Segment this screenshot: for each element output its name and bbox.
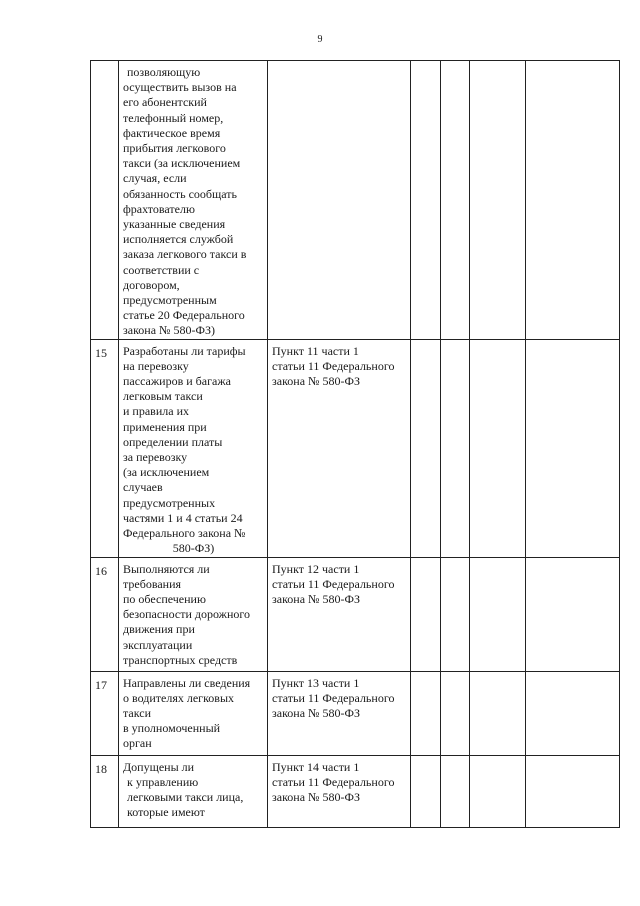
question-line: предусмотренных bbox=[123, 495, 216, 510]
question-cell bbox=[119, 61, 268, 340]
question-line: Направлены ли сведения bbox=[123, 675, 251, 690]
reference-line: Пункт 13 части 1 bbox=[272, 675, 360, 690]
question-line: 580-ФЗ) bbox=[172, 541, 215, 556]
empty-cell bbox=[441, 755, 470, 827]
question-cell bbox=[119, 755, 268, 827]
question-line: фрахтователю bbox=[123, 201, 195, 216]
reference-cell bbox=[268, 557, 411, 671]
question-line: такси bbox=[123, 705, 151, 720]
question-line: за перевозку bbox=[123, 450, 188, 465]
question-line: предусмотренным bbox=[123, 293, 217, 308]
row-number-cell: 18 bbox=[91, 755, 119, 827]
question-line: осуществить вызов на bbox=[123, 80, 237, 95]
question-line: транспортных средств bbox=[123, 652, 238, 667]
empty-cell bbox=[470, 61, 526, 340]
empty-cell bbox=[441, 557, 470, 671]
question-line: статье 20 Федерального bbox=[123, 308, 245, 323]
reference-line: закона № 580-ФЗ bbox=[272, 789, 360, 804]
question-line: договором, bbox=[123, 277, 180, 292]
table-row bbox=[91, 61, 620, 340]
question-line: которые имеют bbox=[127, 805, 205, 820]
reference-line: статьи 11 Федерального bbox=[272, 358, 395, 373]
question-line: легковым такси bbox=[123, 389, 203, 404]
question-line: указанные сведения bbox=[123, 217, 226, 232]
question-line: к управлению bbox=[127, 774, 199, 789]
row-number-cell: 16 bbox=[91, 557, 119, 671]
table-row bbox=[91, 339, 620, 557]
table-row bbox=[91, 557, 620, 671]
question-line: телефонный номер, bbox=[123, 110, 224, 125]
reference-line: статьи 11 Федерального bbox=[272, 774, 395, 789]
question-line: Выполняются ли bbox=[123, 561, 210, 576]
question-line: исполняется службой bbox=[123, 232, 234, 247]
reference-line: закона № 580-ФЗ bbox=[272, 705, 360, 720]
question-line: в уполномоченный bbox=[123, 721, 221, 736]
question-cell bbox=[119, 339, 268, 557]
page-number: 9 bbox=[317, 34, 323, 45]
row-number-cell bbox=[91, 61, 119, 340]
reference-cell bbox=[268, 339, 411, 557]
row-number-cell: 17 bbox=[91, 671, 119, 755]
empty-cell bbox=[411, 339, 441, 557]
reference-cell bbox=[268, 61, 411, 340]
row-number-cell: 15 bbox=[91, 339, 119, 557]
table-row bbox=[91, 671, 620, 755]
empty-cell bbox=[441, 671, 470, 755]
reference-line: статьи 11 Федерального bbox=[272, 576, 395, 591]
reference-line: статьи 11 Федерального bbox=[272, 690, 395, 705]
question-line: на перевозку bbox=[123, 358, 189, 373]
question-line: легковыми такси лица, bbox=[127, 789, 244, 804]
question-line: позволяющую bbox=[127, 65, 201, 79]
empty-cell bbox=[526, 755, 620, 827]
reference-cell bbox=[268, 671, 411, 755]
question-line: безопасности дорожного bbox=[123, 607, 251, 622]
reference-line: Пункт 11 части 1 bbox=[272, 343, 359, 358]
question-line: орган bbox=[123, 736, 152, 751]
question-line: соответствии с bbox=[123, 262, 200, 277]
question-line: движения при bbox=[123, 622, 195, 637]
empty-cell bbox=[526, 61, 620, 340]
question-line: о водителях легковых bbox=[123, 690, 235, 705]
empty-cell bbox=[470, 671, 526, 755]
empty-cell bbox=[470, 755, 526, 827]
reference-line: закона № 580-ФЗ bbox=[272, 591, 360, 606]
empty-cell bbox=[441, 339, 470, 557]
question-line: Разработаны ли тарифы bbox=[123, 343, 246, 358]
empty-cell bbox=[441, 61, 470, 340]
empty-cell bbox=[411, 61, 441, 340]
reference-line: закона № 580-ФЗ bbox=[272, 374, 360, 389]
question-line: обязанность сообщать bbox=[123, 186, 237, 201]
question-line: и правила их bbox=[123, 404, 189, 419]
question-line: закона № 580-ФЗ) bbox=[123, 323, 215, 338]
empty-cell bbox=[526, 557, 620, 671]
question-line: эксплуатации bbox=[123, 637, 193, 652]
question-line: такси (за исключением bbox=[123, 156, 241, 171]
question-line: определении платы bbox=[123, 434, 223, 449]
empty-cell bbox=[526, 339, 620, 557]
question-line: требования bbox=[123, 576, 182, 591]
question-line: Федерального закона № bbox=[123, 526, 246, 541]
empty-cell bbox=[470, 339, 526, 557]
empty-cell bbox=[470, 557, 526, 671]
question-cell bbox=[119, 671, 268, 755]
empty-cell bbox=[411, 755, 441, 827]
reference-cell bbox=[268, 755, 411, 827]
table-row bbox=[91, 755, 620, 827]
question-line: заказа легкового такси в bbox=[123, 247, 247, 262]
requirements-table bbox=[90, 60, 620, 828]
empty-cell bbox=[526, 671, 620, 755]
question-line: фактическое время bbox=[123, 125, 221, 140]
empty-cell bbox=[411, 671, 441, 755]
question-line: прибытия легкового bbox=[123, 141, 226, 156]
empty-cell bbox=[411, 557, 441, 671]
question-line: случая, если bbox=[123, 171, 187, 186]
question-line: частями 1 и 4 статьи 24 bbox=[123, 510, 243, 525]
question-line: случаев bbox=[123, 480, 163, 495]
question-line: Допущены ли bbox=[123, 759, 195, 774]
question-line: пассажиров и багажа bbox=[123, 374, 231, 389]
question-line: применения при bbox=[123, 419, 207, 434]
question-line: (за исключением bbox=[123, 465, 210, 480]
reference-line: Пункт 14 части 1 bbox=[272, 759, 360, 774]
question-line: по обеспечению bbox=[123, 591, 206, 606]
question-line: его абонентский bbox=[123, 95, 207, 110]
reference-line: Пункт 12 части 1 bbox=[272, 561, 360, 576]
question-cell bbox=[119, 557, 268, 671]
